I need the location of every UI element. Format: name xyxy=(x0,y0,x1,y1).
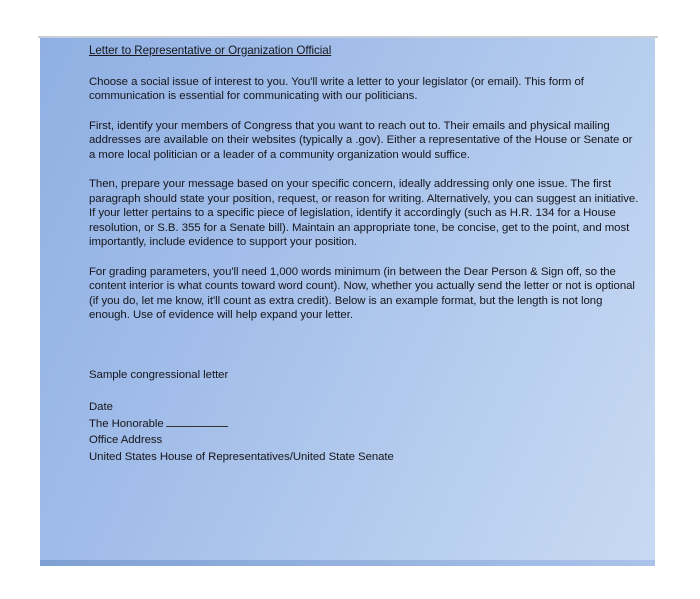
sample-honorable: The Honorable xyxy=(89,417,164,430)
honorable-blank-line xyxy=(166,418,228,427)
paragraph-issue: Choose a social issue of interest to you. You'll write a letter to your legislator (or email). This form of communication is essential for communicating with our politicians. xyxy=(89,75,584,102)
sample-letter-block xyxy=(89,400,641,464)
sample-office-address: Office Address xyxy=(89,434,163,446)
sample-heading: Sample congressional letter xyxy=(89,368,229,381)
sample-honorable-row xyxy=(89,417,641,432)
sample-house-senate: United States House of Representatives/United State Senate xyxy=(89,450,394,463)
document-title: Letter to Representative or Organization Official xyxy=(89,44,332,57)
paragraph-prepare: Then, prepare your message based on your specific concern, ideally addressing only one issue. The first paragraph should state your position, request, or reason for writing. Alternatively, you can suggest an initiative. If your letter pertains to a specific piece of legislation, identify it accordingly (such as H.R. 134 for a House resolution, or S.B. 355 for a Senate bill). Maintain an appropriate tone, be concise, get to the point, and most importantly, include evidence to support your position. xyxy=(89,178,639,248)
paragraph-identify: First, identify your members of Congress that you want to reach out to. Their emails and physical mailing addresses are available on their websites (typically a .gov). Either a representative of the House or Senate or a more local politician or a leader of a community organization would suffice. xyxy=(89,119,633,161)
assignment-document xyxy=(89,44,641,466)
paragraph-grading: For grading parameters, you'll need 1,000 words minimum (in between the Dear Person & Sign off, so the content interior is what counts toward word count). Now, whether you actually send the letter or not is optional (if you do, let me know, it'll count as extra credit). Below is an example format, but the length is not long enough. Use of evidence will help expand your letter. xyxy=(89,265,635,321)
document-photo xyxy=(40,38,655,566)
sample-date: Date xyxy=(89,401,113,413)
